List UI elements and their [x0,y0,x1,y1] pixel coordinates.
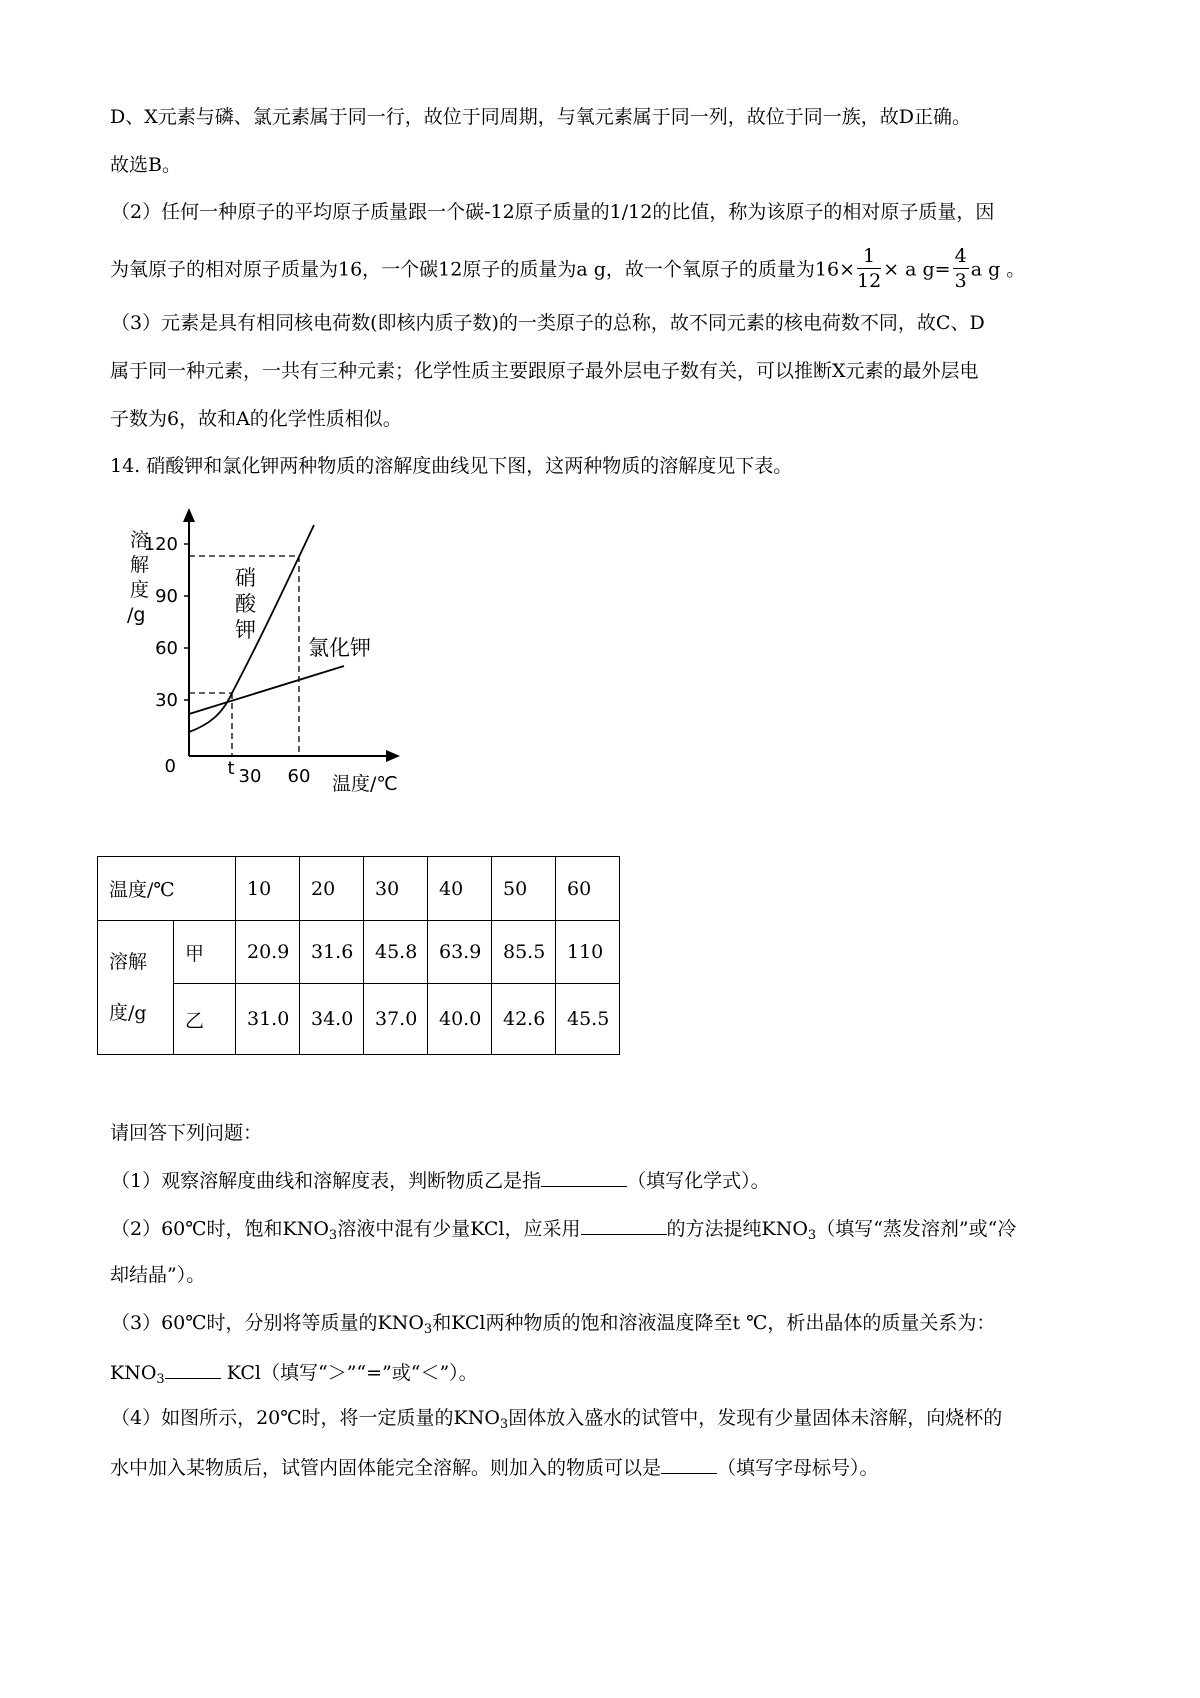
question-4-line2: 水中加入某物质后，试管内固体能完全溶解。则加入的物质可以是 （填写字母标号）。 [110,1457,879,1479]
explanation-2-line2: 为氧原子的相对原子质量为16，一个碳12原子的质量为a g，故一个氧原子的质量为16× $\frac{1}{12}$ × a g= $\frac{4}{3}$ a g 。 [110,245,1026,292]
y-tick-label: 120 [143,534,178,555]
answer-blank-1[interactable] [541,1170,627,1187]
table-header-temp: 30 [364,857,428,921]
y-axis-label-char: 度 [130,579,150,601]
answer-line-d: D、X元素与磷、氯元素属于同一行，故位于同周期，与氧元素属于同一列，故位于同一族，故D正确。 [110,106,971,128]
table-cell: 20.9 [236,921,300,984]
y-tick-label: 60 [155,638,178,659]
table-cell: 110 [556,921,620,984]
table-cell: 42.6 [492,984,556,1055]
question-2-line1: （2）60℃时，饱和$KNO_3$溶液中混有少量KCl，应采用 的方法提纯$KNO_3$（填写“蒸发溶剂”或“冷 [111,1218,1017,1243]
x-tick-label: 30 [238,766,262,787]
explanation-3-line1: （3）元素是具有相同核电荷数(即核内质子数)的一类原子的总称，故不同元素的核电荷数不同，故C、D [111,312,985,334]
y-tick-label: 90 [155,586,178,607]
kcl-curve [189,666,344,714]
y-axis-label-char: 溶 [130,529,150,551]
y-axis-label-char: /g [127,604,146,626]
solubility-curve-graph [110,500,430,800]
kno3-label-char: 硝 [235,566,256,590]
answer-blank-3[interactable] [165,1362,221,1379]
kcl-label: 氯化钾 [308,636,371,660]
answer-blank-2[interactable] [581,1218,667,1235]
x-axis-label: 温度/℃ [332,773,398,795]
question-1: （1）观察溶解度曲线和溶解度表，判断物质乙是指 （填写化学式）。 [111,1170,770,1192]
fraction-4-3: $\frac{4}{3}$ [954,245,967,292]
table-row-label: 溶解 度/g [98,921,174,1055]
kno3-label-char: 钾 [235,618,256,642]
table-label-jia: 甲 [174,921,236,984]
answer-blank-4[interactable] [661,1457,717,1474]
table-cell: 63.9 [428,921,492,984]
table-cell: 34.0 [300,984,364,1055]
table-header-temp: 40 [428,857,492,921]
question-14-title: 14. 硝酸钾和氯化钾两种物质的溶解度曲线见下图，这两种物质的溶解度见下表。 [110,455,793,477]
table-header-temp: 10 [236,857,300,921]
table-header-temp: 20 [300,857,364,921]
explanation-3-line3: 子数为6，故和A的化学性质相似。 [110,408,402,430]
table-cell: 31.6 [300,921,364,984]
y-tick-label: 30 [155,690,178,711]
table-header-label: 温度/℃ [98,857,236,921]
table-cell: 40.0 [428,984,492,1055]
table-cell: 37.0 [364,984,428,1055]
fraction-1-12: $\frac{1}{12}$ [857,245,882,292]
question-3-line2: $KNO_3$ KCl（填写“＞”“=”或“＜”）。 [110,1362,478,1387]
y-axis-label-char: 解 [130,554,150,576]
y-tick-label: 0 [164,756,176,777]
kno3-label-char: 酸 [235,592,256,616]
table-header-temp: 60 [556,857,620,921]
table-cell: 85.5 [492,921,556,984]
question-4-line1: （4）如图所示，20℃时，将一定质量的$KNO_3$固体放入盛水的试管中，发现有少量固体未溶解，向烧杯的 [111,1407,1003,1432]
table-cell: 45.5 [556,984,620,1055]
question-3-line1: （3）60℃时，分别将等质量的$KNO_3$和KCl两种物质的饱和溶液温度降至t ℃，析出晶体的质量关系为： [111,1312,996,1337]
answer-choice: 故选B。 [110,154,181,176]
x-tick-label: t [227,758,235,779]
table-cell: 31.0 [236,984,300,1055]
table-label-yi: 乙 [174,984,236,1055]
table-header-temp: 50 [492,857,556,921]
question-2-line2: 却结晶”）。 [110,1264,206,1286]
explanation-2-line1: （2）任何一种原子的平均原子质量跟一个碳-12原子质量的1/12的比值，称为该原子的相对原子质量，因 [111,201,995,223]
x-tick-label: 60 [287,766,311,787]
solubility-table [97,856,620,1055]
explanation-3-line2: 属于同一种元素，一共有三种元素；化学性质主要跟原子最外层电子数有关，可以推断X元素的最外层电 [110,360,979,382]
table-cell: 45.8 [364,921,428,984]
questions-intro: 请回答下列问题： [110,1122,263,1144]
